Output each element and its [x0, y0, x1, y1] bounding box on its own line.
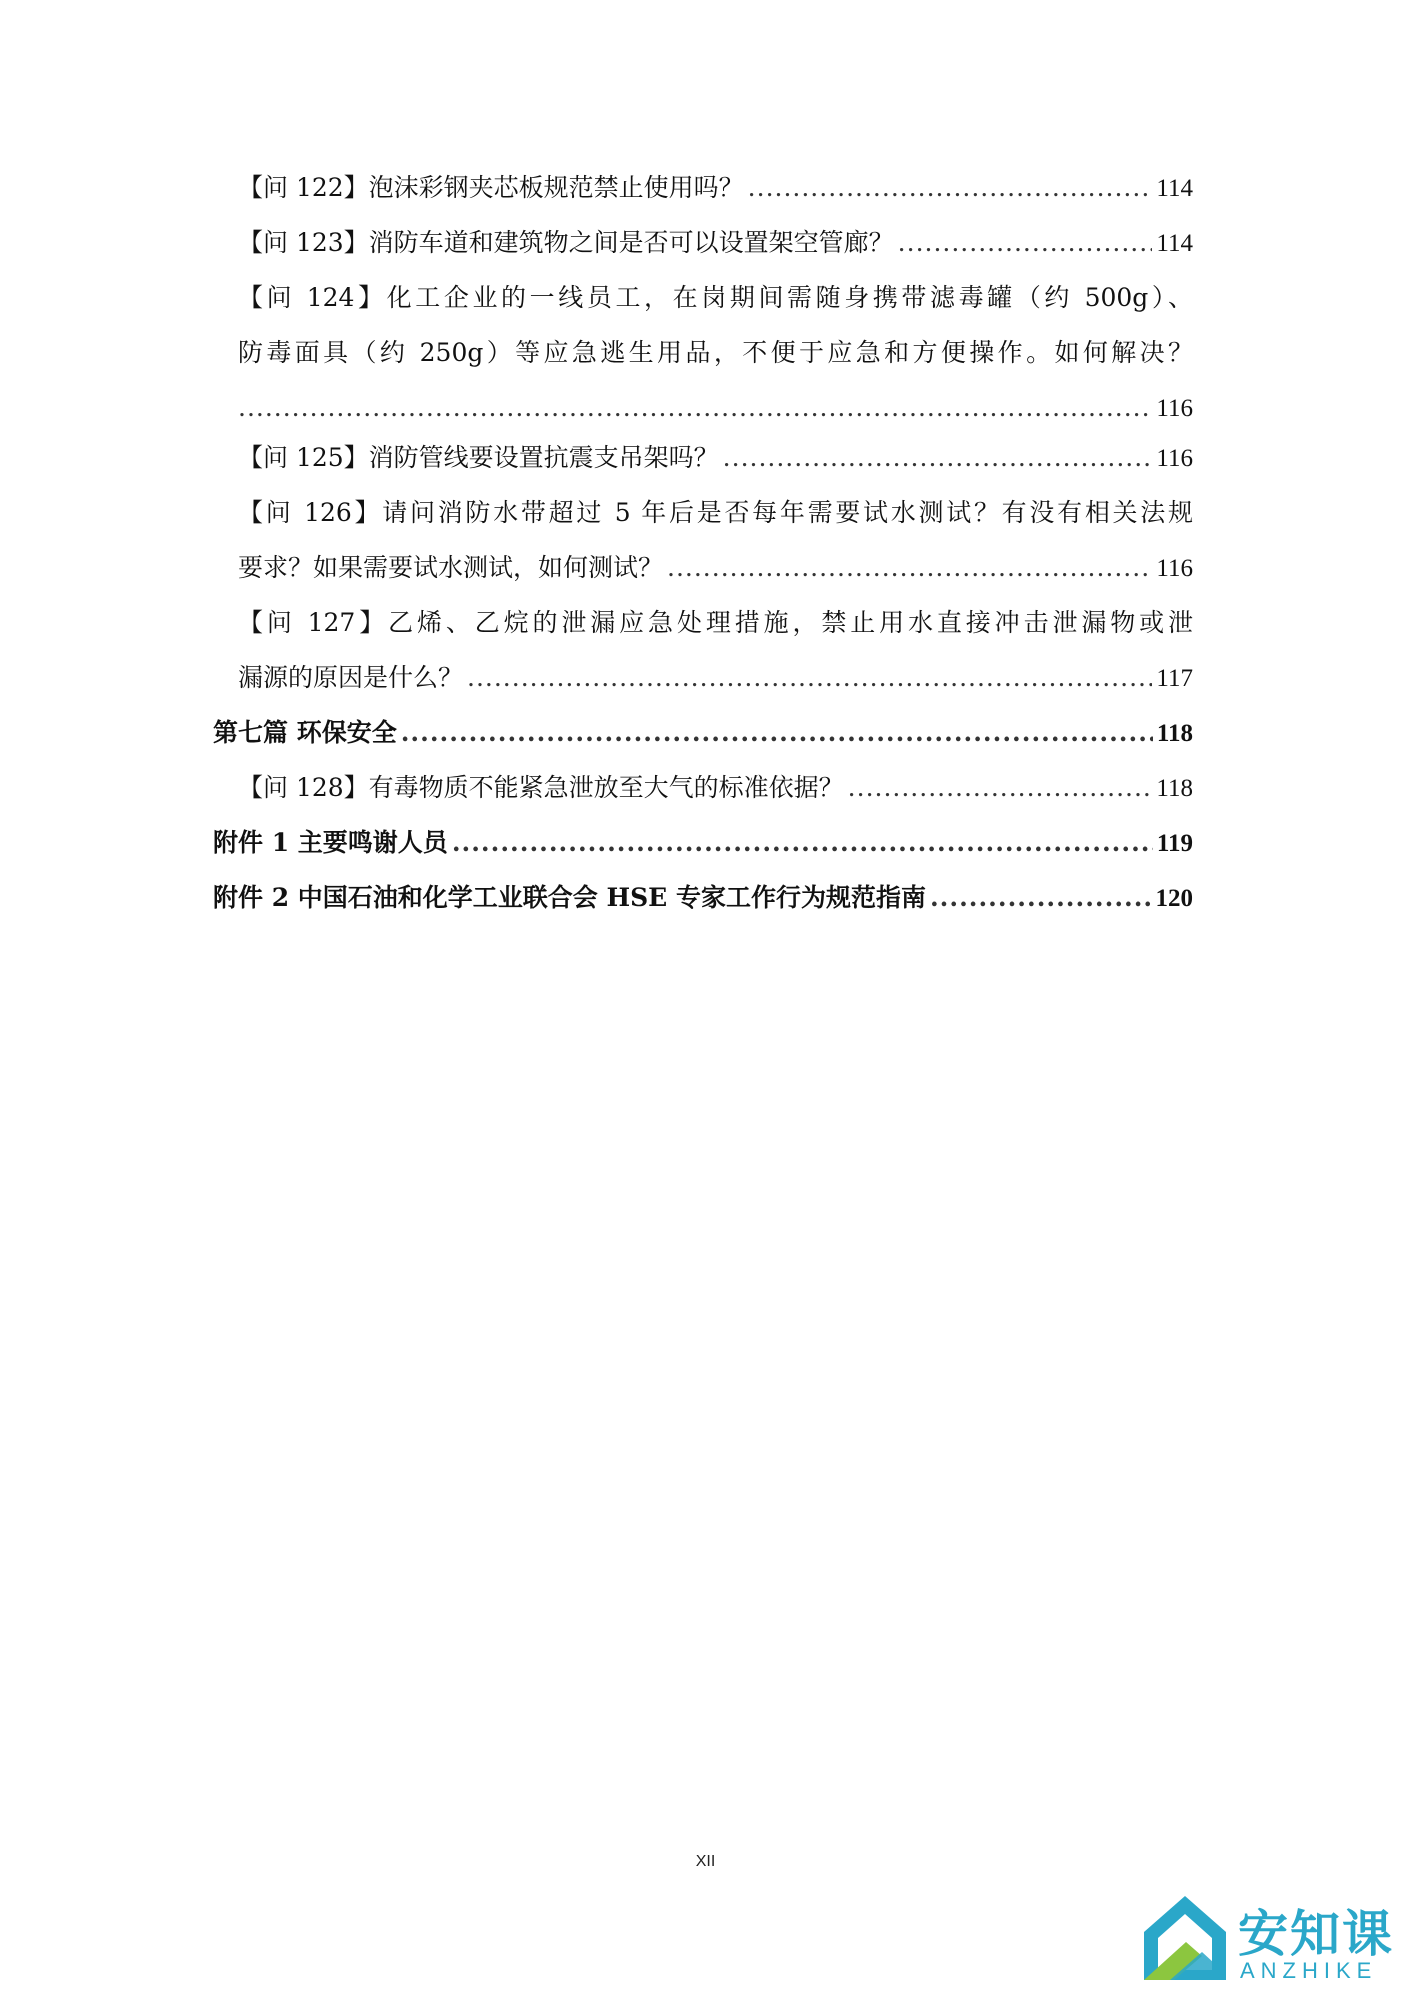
- toc-entry-q127-line1[interactable]: 【问 127】乙烯、乙烷的泄漏应急处理措施，禁止用水直接冲击泄漏物或泄: [238, 608, 1193, 637]
- toc-section-title: 第七篇 环保安全: [213, 718, 397, 747]
- toc-entry-q122[interactable]: [238, 175, 1193, 201]
- dot-leader: [401, 720, 1153, 745]
- toc-entry-q124-line2[interactable]: 防毒面具（约 250g）等应急逃生用品，不便于应急和方便操作。如何解决？: [238, 338, 1193, 367]
- toc-entry-q124-line1[interactable]: 【问 124】化工企业的一线员工，在岗期间需随身携带滤毒罐（约 500g）、: [238, 283, 1193, 312]
- dot-leader: [930, 885, 1152, 910]
- toc-section-appendix1[interactable]: [213, 830, 1193, 856]
- toc-entry-page: 116: [1156, 555, 1193, 582]
- toc-entry-title: 【问 125】消防管线要设置抗震支吊架吗？: [238, 443, 719, 472]
- page-number: XII: [695, 1853, 716, 1870]
- toc-entry-q127[interactable]: [238, 665, 1193, 691]
- logo-name-cn: 安知课: [1238, 1905, 1394, 1963]
- toc-entry-q126[interactable]: [238, 555, 1193, 581]
- toc-entry-title: 要求？如果需要试水测试，如何测试？: [238, 553, 664, 582]
- dot-leader: [848, 775, 1153, 800]
- toc-entry-q126-line1[interactable]: 【问 126】请问消防水带超过 5 年后是否每年需要试水测试？有没有相关法规: [238, 498, 1193, 527]
- toc-entry-page: 117: [1156, 665, 1193, 692]
- toc-section-title: 附件 2 中国石油和化学工业联合会 HSE 专家工作行为规范指南: [213, 883, 926, 912]
- toc-section-page: 120: [1155, 885, 1193, 912]
- toc-section-part7[interactable]: [213, 720, 1193, 746]
- dot-leader: [748, 175, 1153, 200]
- anzhike-logo: [1140, 1890, 1405, 1990]
- toc-section-appendix2[interactable]: [213, 885, 1193, 911]
- dot-leader: [898, 230, 1153, 255]
- toc-entry-q125[interactable]: [238, 445, 1193, 471]
- dot-leader: [723, 445, 1153, 470]
- toc-entry-page: 114: [1156, 230, 1193, 257]
- dot-leader: [238, 395, 1152, 420]
- toc-section-page: 119: [1156, 830, 1193, 857]
- dot-leader: [667, 555, 1152, 580]
- toc-entry-q124[interactable]: [238, 395, 1193, 421]
- toc-entry-title: 【问 123】消防车道和建筑物之间是否可以设置架空管廊？: [238, 228, 894, 257]
- toc-entry-page: 114: [1156, 175, 1193, 202]
- toc-section-page: 118: [1156, 720, 1193, 747]
- logo-name-en: ANZHIKE: [1240, 1958, 1378, 1983]
- toc-entry-title: 漏源的原因是什么？: [238, 663, 464, 692]
- dot-leader: [452, 830, 1153, 855]
- toc-section-title: 附件 1 主要鸣谢人员: [213, 828, 448, 857]
- toc-entry-page: 118: [1156, 775, 1193, 802]
- toc-entry-q128[interactable]: [238, 775, 1193, 801]
- toc-entry-title: 【问 122】泡沫彩钢夹芯板规范禁止使用吗？: [238, 173, 744, 202]
- toc-entry-q123[interactable]: [238, 230, 1193, 256]
- toc-entry-title: 【问 128】有毒物质不能紧急泄放至大气的标准依据？: [238, 773, 844, 802]
- house-logo-icon: [1140, 1892, 1230, 1984]
- toc-entry-page: 116: [1156, 395, 1193, 422]
- dot-leader: [467, 665, 1152, 690]
- toc-entry-page: 116: [1156, 445, 1193, 472]
